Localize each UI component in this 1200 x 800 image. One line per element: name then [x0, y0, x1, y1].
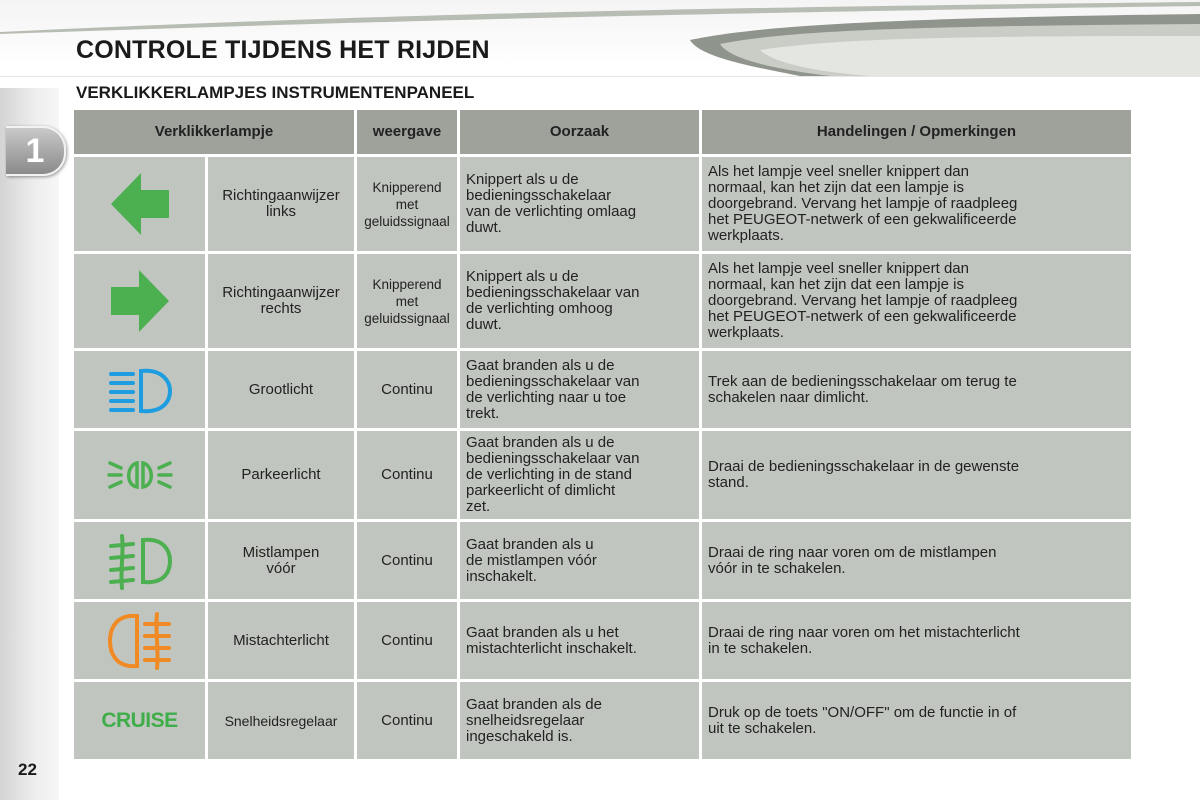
lamp-actions: Als het lampje veel sneller knippert dan normaal, kan het zijn dat een lampje is doorgebrand. Vervang het lampje of raadpleeg het PEUGEOT-netwerk of een gekwalificeerde werkplaats. [702, 157, 1131, 251]
lamp-cause: Knippert als u de bedieningsschakelaar van de verlichting omhoog duwt. [460, 254, 699, 348]
lamp-name: Parkeerlicht [208, 431, 354, 519]
header-display: weergave [357, 110, 457, 154]
lamp-name: Mistlampen vóór [208, 522, 354, 599]
lamp-name: Richtingaanwijzer links [208, 157, 354, 251]
lamp-name: Grootlicht [208, 351, 354, 428]
header-cause: Oorzaak [460, 110, 699, 154]
arrow-right-icon [111, 270, 169, 332]
lamp-display: Continu [357, 522, 457, 599]
arrow-left-icon [111, 173, 169, 235]
table-row-icon-cell [74, 351, 205, 428]
page-title: CONTROLE TIJDENS HET RIJDEN [76, 36, 490, 64]
left-margin-bar [0, 88, 59, 800]
high-beam-icon [107, 366, 173, 414]
lamp-actions: Draai de ring naar voren om de mistlampen vóór in te schakelen. [702, 522, 1131, 599]
front-fog-light-icon [107, 532, 173, 590]
lamp-cause: Gaat branden als u het mistachterlicht inschakelt. [460, 602, 699, 679]
lamp-cause: Gaat branden als u de bedieningsschakelaar van de verlichting naar u toe trekt. [460, 351, 699, 428]
lamp-cause: Gaat branden als u de mistlampen vóór inschakelt. [460, 522, 699, 599]
table-row-icon-cell [74, 254, 205, 348]
rear-fog-light-icon [107, 610, 173, 672]
table-row-icon-cell [74, 157, 205, 251]
header-lamp: Verklikkerlampje [74, 110, 354, 154]
lamp-actions: Draai de ring naar voren om het mistachterlicht in te schakelen. [702, 602, 1131, 679]
section-title: VERKLIKKERLAMPJES INSTRUMENTENPANEEL [76, 83, 475, 102]
lamp-cause: Gaat branden als de snelheidsregelaar ingeschakeld is. [460, 682, 699, 759]
table-row-icon-cell [74, 602, 205, 679]
warning-lamps-table [74, 110, 1131, 759]
table-row-icon-cell [74, 522, 205, 599]
table-row-icon-cell [74, 431, 205, 519]
lamp-display: Continu [357, 351, 457, 428]
lamp-display: Knipperend met geluidssignaal [357, 254, 457, 348]
lamp-display: Continu [357, 602, 457, 679]
lamp-cause: Gaat branden als u de bedieningsschakelaar van de verlichting in de stand parkeerlicht of dimlicht zet. [460, 431, 699, 519]
lamp-name: Mistachterlicht [208, 602, 354, 679]
page-number: 22 [18, 760, 37, 779]
lamp-actions: Als het lampje veel sneller knippert dan normaal, kan het zijn dat een lampje is doorgebrand. Vervang het lampje of raadpleeg het PEUGEOT-netwerk of een gekwalificeerde werkplaats. [702, 254, 1131, 348]
parking-light-icon [107, 455, 173, 495]
table-row-icon-cell [74, 682, 205, 759]
lamp-name: Snelheidsregelaar [208, 682, 354, 759]
lamp-actions: Druk op de toets "ON/OFF" om de functie in of uit te schakelen. [702, 682, 1131, 759]
lamp-actions: Draai de bedieningsschakelaar in de gewenste stand. [702, 431, 1131, 519]
lamp-display: Continu [357, 431, 457, 519]
lamp-display: Continu [357, 682, 457, 759]
lamp-name: Richtingaanwijzer rechts [208, 254, 354, 348]
lamp-cause: Knippert als u de bedieningsschakelaar van de verlichting omlaag duwt. [460, 157, 699, 251]
lamp-display: Knipperend met geluidssignaal [357, 157, 457, 251]
chapter-tab[interactable]: 1 [6, 126, 66, 176]
lamp-actions: Trek aan de bedieningsschakelaar om terug te schakelen naar dimlicht. [702, 351, 1131, 428]
cruise-icon: CRUISE [101, 708, 178, 732]
header-actions: Handelingen / Opmerkingen [702, 110, 1131, 154]
